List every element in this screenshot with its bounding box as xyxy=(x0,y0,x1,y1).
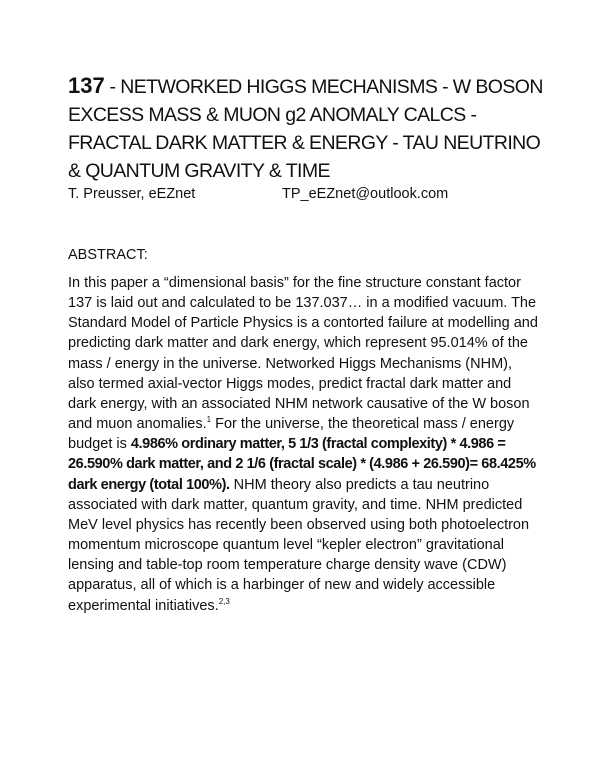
abstract-text-3: NHM theory also predicts a tau neutrino associated with dark matter, quantum gravity, and time. NHM predicted MeV level physics has recently been observed using both photoelectron momentum microscope quantum level “kepler electron” gravitational lensing and table-top room temperature charge density wave (CDW) apparatus, all of which is a harbinger of new and widely accessible experimental initiatives. xyxy=(68,476,530,614)
title-number: 137 xyxy=(68,73,105,98)
author-email: TP_eEZnet@outlook.com xyxy=(282,186,449,202)
abstract-heading: ABSTRACT: xyxy=(68,247,148,263)
abstract-text-2: For the universe, the theoretical mass / energy budget is xyxy=(68,416,515,453)
author-name: T. Preusser, eEZnet xyxy=(68,186,196,202)
paper-title xyxy=(68,72,548,185)
footnote-ref-2-3: 2,3 xyxy=(218,596,230,606)
abstract-text-1: In this paper a “dimensional basis” for the fine structure constant factor 137 is laid out and calculated to be 137.037… in a modified vacuum. The Standard Model of Particle Physics is a contorted failure at modelling and predicting dark matter and dark energy, which represent 95.014% of the mass / energy in the universe. Networked Higgs Mechanisms (NHM), also termed axial-vector Higgs modes, predict fractal dark matter and dark energy, with an associated NHM network causative of the W boson and muon anomalies. xyxy=(68,275,538,433)
mass-energy-budget: 4.986% ordinary matter, 5 1/3 (fractal complexity) * 4.986 = 26.590% dark matter, and 2 1/6 (fractal scale) * (4.986 + 26.590)= 68.425% dark energy (total 100%). xyxy=(68,436,536,493)
abstract-body xyxy=(68,273,540,616)
footnote-ref-1: 1 xyxy=(206,415,212,425)
title-text: - NETWORKED HIGGS MECHANISMS - W BOSON EXCESS MASS & MUON g2 ANOMALY CALCS - FRACTAL DARK MATTER & ENERGY - TAU NEUTRINO & QUANTUM GRAVITY & TIME xyxy=(68,76,543,182)
author-line xyxy=(68,184,548,204)
